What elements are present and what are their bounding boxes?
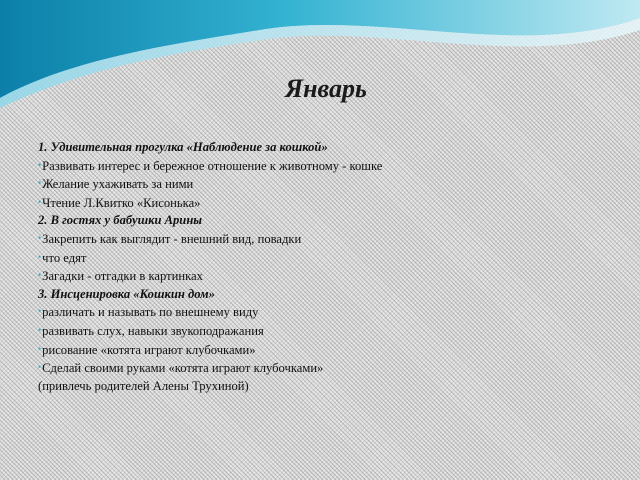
line-text: Желание ухаживать за ними	[42, 177, 194, 192]
line-text: (привлечь родителей Алены Трухиной)	[38, 378, 249, 393]
bullet-item	[38, 322, 618, 341]
bullet-dot-icon: •	[38, 251, 42, 262]
line-text: Закрепить как выглядит - внешний вид, повадки	[42, 231, 302, 246]
bullet-dot-icon: •	[38, 270, 42, 281]
line-text: 3. Инсценировка «Кошкин дом»	[38, 286, 215, 301]
section-heading	[38, 139, 618, 157]
line-text: Развивать интерес и бережное отношение к животному - кошке	[42, 158, 383, 173]
bullet-item	[38, 175, 618, 194]
bullet-dot-icon: •	[38, 232, 42, 243]
slide-title-text: Январь	[285, 74, 367, 103]
bullet-dot-icon: •	[38, 362, 42, 373]
section-heading	[38, 286, 618, 304]
line-text: 2. В гостях у бабушки Арины	[38, 213, 203, 228]
bullet-item	[38, 359, 618, 378]
line-text: различать и называть по внешнему виду	[42, 305, 259, 320]
line-text: Сделай своими руками «котята играют клубочками»	[42, 361, 324, 376]
bullet-dot-icon: •	[38, 306, 42, 317]
bullet-item	[38, 303, 618, 322]
line-text: рисование «котята играют клубочками»	[42, 342, 256, 357]
line-text: Загадки - отгадки в картинках	[42, 269, 203, 284]
bullet-item	[38, 230, 618, 249]
bullet-dot-icon: •	[38, 178, 42, 189]
line-text: что едят	[42, 250, 87, 265]
bullet-item	[38, 157, 618, 176]
line-text: развивать слух, навыки звукоподражания	[42, 323, 264, 338]
bullet-item	[38, 194, 618, 213]
bullet-dot-icon: •	[38, 159, 42, 170]
slide-title	[0, 74, 640, 104]
activity-list	[38, 139, 618, 395]
line-text: Чтение Л.Квитко «Кисонька»	[42, 195, 201, 210]
bullet-item	[38, 267, 618, 286]
bullet-dot-icon: •	[38, 324, 42, 335]
bullet-dot-icon: •	[38, 196, 42, 207]
bullet-item	[38, 249, 618, 268]
line-text: 1. Удивительная прогулка «Наблюдение за кошкой»	[38, 140, 328, 154]
note-line	[38, 378, 618, 396]
bullet-item	[38, 341, 618, 360]
section-heading	[38, 212, 618, 230]
bullet-dot-icon: •	[38, 343, 42, 354]
